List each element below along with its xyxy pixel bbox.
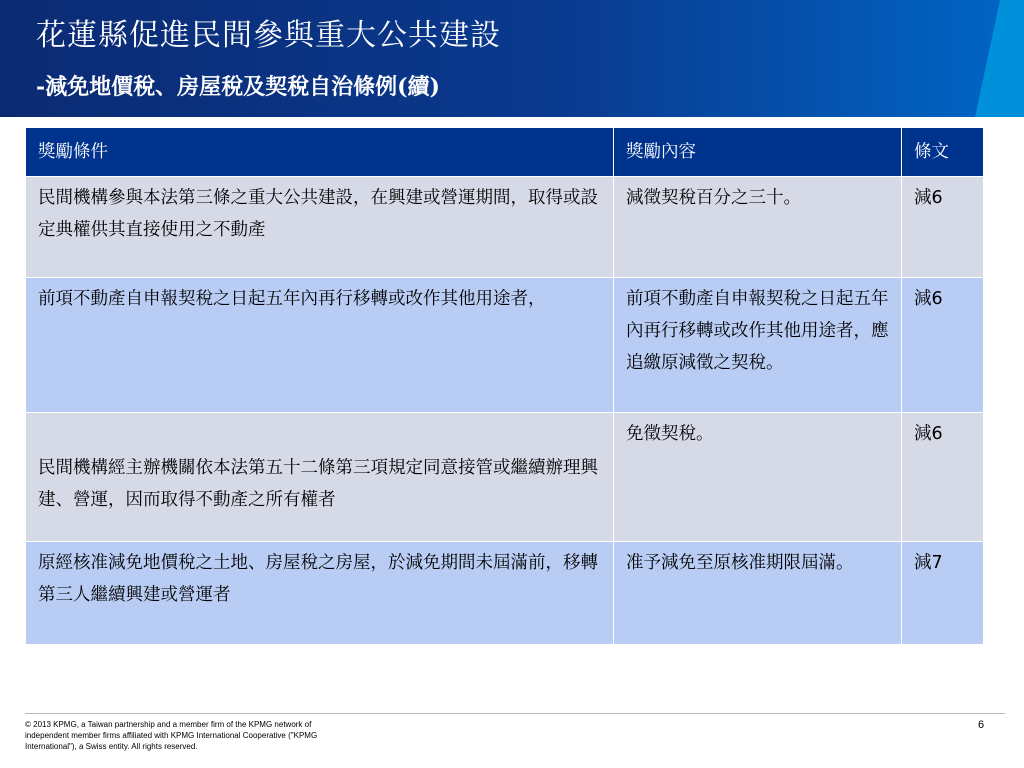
page-subtitle: -減免地價稅、房屋稅及契稅自治條例(續) [36,74,440,100]
table-header-row [26,128,984,177]
cell-spacer [38,418,603,452]
content-cell: 減徵契稅百分之三十。 [614,177,902,278]
article-cell: 減7 [902,542,984,645]
condition-text: 民間機構經主辦機關依本法第五十二條第三項規定同意接管或繼續辦理興建、營運，因而取得不動產之所有權者 [38,458,598,510]
content-cell: 前項不動產自申報契稅之日起五年內再行移轉或改作其他用途者，應追繳原減徵之契稅。 [614,278,902,413]
content-cell: 免徵契稅。 [614,413,902,542]
condition-cell: 前項不動產自申報契稅之日起五年內再行移轉或改作其他用途者， [26,278,614,413]
condition-line: 第三人繼續興建或營運者 [38,585,231,605]
header-condition: 獎勵條件 [26,128,614,177]
table-row [26,413,984,542]
header-article: 條文 [902,128,984,177]
condition-cell: 民間機構參與本法第三條之重大公共建設，在興建或營運期間，取得或設定典權供其直接使用之不動產 [26,177,614,278]
header-content: 獎勵內容 [614,128,902,177]
title-banner [0,0,1024,117]
article-cell: 減6 [902,177,984,278]
footer-divider [25,713,1005,714]
incentive-table [25,127,984,645]
table-row [26,177,984,278]
condition-line: 原經核准減免地價稅之土地、房屋稅之房屋，於減免期間未屆滿前，移轉 [38,553,598,573]
article-cell: 減6 [902,413,984,542]
page-number: 6 [978,719,985,731]
page-title: 花蓮縣促進民間參與重大公共建設 [36,18,501,53]
article-cell: 減6 [902,278,984,413]
content-cell: 准予減免至原核准期限屆滿。 [614,542,902,645]
table-row [26,542,984,645]
condition-cell [26,413,614,542]
copyright-notice: © 2013 KPMG, a Taiwan partnership and a member firm of the KPMG network of independent member firms affiliated with KPMG International Cooperative ("KPMG International"), a Swiss entity. All rights reserved. [25,720,318,751]
table-row [26,278,984,413]
condition-cell [26,542,614,645]
